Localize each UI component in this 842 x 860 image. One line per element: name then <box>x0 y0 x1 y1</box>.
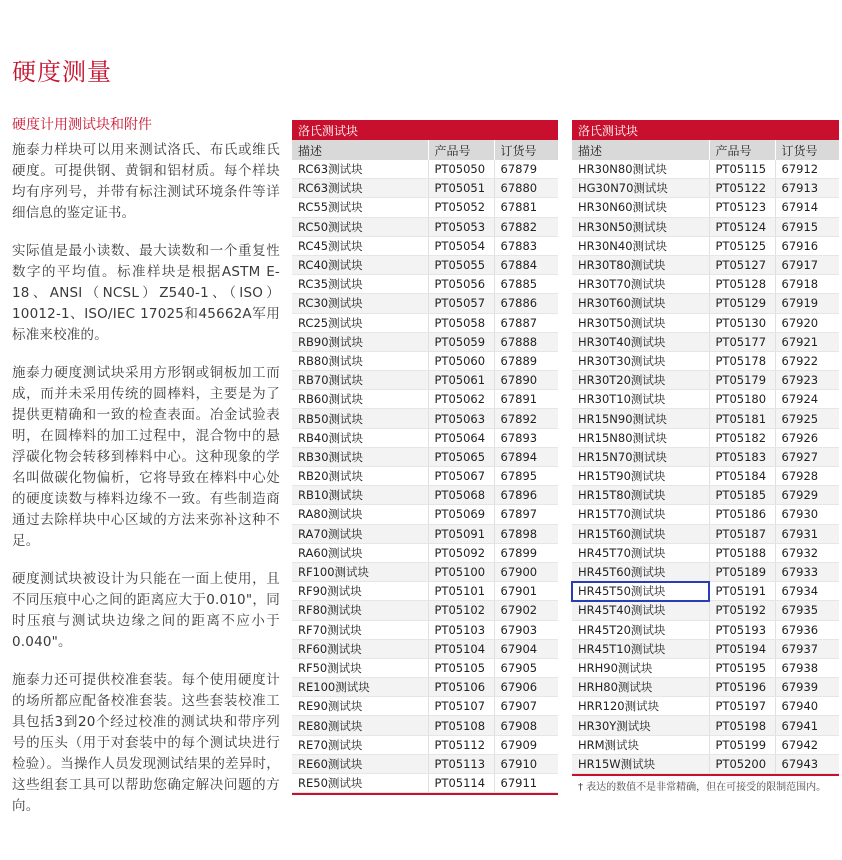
table-row <box>292 313 558 332</box>
cell-product-no: PT05104 <box>428 639 494 658</box>
cell-product-no: PT05051 <box>428 179 494 198</box>
cell-order-no: 67911 <box>494 774 558 793</box>
table-row <box>292 467 558 486</box>
cell-product-no: PT05101 <box>428 582 494 601</box>
cell-product-no: PT05091 <box>428 524 494 543</box>
cell-description: RB40测试块 <box>292 428 428 447</box>
table-row <box>572 505 839 524</box>
cell-order-no: 67936 <box>775 620 839 639</box>
cell-product-no: PT05068 <box>428 486 494 505</box>
table-row <box>292 562 558 581</box>
table-row <box>292 505 558 524</box>
table-row <box>572 486 839 505</box>
table-row <box>572 754 839 773</box>
cell-product-no: PT05061 <box>428 371 494 390</box>
cell-product-no: PT05197 <box>709 697 775 716</box>
cell-order-no: 67890 <box>494 371 558 390</box>
cell-product-no: PT05058 <box>428 313 494 332</box>
column-header-description: 描述 <box>292 140 428 160</box>
cell-order-no: 67885 <box>494 275 558 294</box>
cell-product-no: PT05114 <box>428 774 494 793</box>
table-row <box>292 716 558 735</box>
paragraph-calibration-kits: 施泰力还可提供校准套装。每个使用硬度计的场所都应配备校准套装。这些套装校准工具包括3到20个经过校准的测试块和带序列号的压头（用于对套装中的每个测试块进行检验）。当操作人员发现测试结果的差异时，这些组套工具可以帮助您确定解决问题的方向。 <box>12 672 280 814</box>
cell-order-no: 67942 <box>775 735 839 754</box>
cell-order-no: 67880 <box>494 179 558 198</box>
cell-description: RE80测试块 <box>292 716 428 735</box>
cell-order-no: 67919 <box>775 294 839 313</box>
cell-description: RF50测试块 <box>292 658 428 677</box>
table-row <box>572 428 839 447</box>
table-row <box>292 524 558 543</box>
cell-product-no: PT05057 <box>428 294 494 313</box>
cell-description: HR15T80测试块 <box>572 486 709 505</box>
cell-product-no: PT05127 <box>709 255 775 274</box>
column-header-order-no: 订货号 <box>494 140 558 160</box>
rockwell-table-right <box>572 120 839 774</box>
cell-description: RB70测试块 <box>292 371 428 390</box>
cell-product-no: PT05191 <box>709 582 775 601</box>
cell-description: HR30N50测试块 <box>572 217 709 236</box>
cell-product-no: PT05196 <box>709 678 775 697</box>
table-row <box>572 543 839 562</box>
cell-order-no: 67916 <box>775 236 839 255</box>
cell-description: HR45T70测试块 <box>572 543 709 562</box>
cell-order-no: 67903 <box>494 620 558 639</box>
cell-product-no: PT05189 <box>709 562 775 581</box>
table-row <box>572 198 839 217</box>
cell-order-no: 67917 <box>775 255 839 274</box>
table-row <box>572 255 839 274</box>
cell-product-no: PT05122 <box>709 179 775 198</box>
cell-description: RA60测试块 <box>292 543 428 562</box>
cell-order-no: 67908 <box>494 716 558 735</box>
cell-product-no: PT05100 <box>428 562 494 581</box>
cell-product-no: PT05052 <box>428 198 494 217</box>
cell-order-no: 67904 <box>494 639 558 658</box>
cell-description: HR15N70测试块 <box>572 447 709 466</box>
cell-description: HR30N40测试块 <box>572 236 709 255</box>
cell-order-no: 67896 <box>494 486 558 505</box>
cell-product-no: PT05130 <box>709 313 775 332</box>
footnote: † 表达的数值不是非常精确，但在可接受的限制范围内。 <box>578 782 827 793</box>
cell-order-no: 67938 <box>775 658 839 677</box>
cell-order-no: 67905 <box>494 658 558 677</box>
cell-product-no: PT05188 <box>709 543 775 562</box>
cell-order-no: 67884 <box>494 255 558 274</box>
table-row <box>572 658 839 677</box>
cell-description: RE100测试块 <box>292 678 428 697</box>
cell-description: RF80测试块 <box>292 601 428 620</box>
cell-product-no: PT05192 <box>709 601 775 620</box>
paragraph-standards: 实际值是最小读数、最大读数和一个重复性数字的平均值。标准样块是根据ASTM E-18、ANSI（NCSL）Z540-1、（ISO）10012-1、ISO/IEC 17025和45662A军用标准来校准的。 <box>12 243 280 343</box>
cell-description: RE90测试块 <box>292 697 428 716</box>
cell-order-no: 67921 <box>775 332 839 351</box>
cell-description: HR30N80测试块 <box>572 160 709 179</box>
cell-product-no: PT05186 <box>709 505 775 524</box>
cell-order-no: 67897 <box>494 505 558 524</box>
cell-description: RF60测试块 <box>292 639 428 658</box>
table-row <box>572 447 839 466</box>
cell-order-no: 67918 <box>775 275 839 294</box>
cell-description: RC40测试块 <box>292 255 428 274</box>
cell-product-no: PT05193 <box>709 620 775 639</box>
table-row <box>292 678 558 697</box>
cell-description: RC25测试块 <box>292 313 428 332</box>
cell-product-no: PT05063 <box>428 409 494 428</box>
cell-product-no: PT05123 <box>709 198 775 217</box>
cell-description: HRH90测试块 <box>572 658 709 677</box>
cell-order-no: 67894 <box>494 447 558 466</box>
table-row <box>292 697 558 716</box>
cell-product-no: PT05184 <box>709 467 775 486</box>
cell-order-no: 67920 <box>775 313 839 332</box>
section-heading: 硬度计用测试块和附件 <box>12 117 152 133</box>
cell-order-no: 67925 <box>775 409 839 428</box>
table-row <box>572 332 839 351</box>
cell-product-no: PT05125 <box>709 236 775 255</box>
cell-order-no: 67940 <box>775 697 839 716</box>
table-row <box>572 313 839 332</box>
cell-description: HRH80测试块 <box>572 678 709 697</box>
cell-order-no: 67881 <box>494 198 558 217</box>
cell-description: HR45T20测试块 <box>572 620 709 639</box>
cell-order-no: 67933 <box>775 562 839 581</box>
table-row <box>292 754 558 773</box>
cell-product-no: PT05178 <box>709 351 775 370</box>
paragraph-material: 施泰力硬度测试块采用方形钢或铜板加工而成，而并未采用传统的圆棒料，主要是为了提供更精确和一致的检查表面。冶金试验表明，在圆棒料的加工过程中，混合物中的悬浮碳化物会转移到棒料中心。这种现象的学名叫做碳化物偏析，它将导致在棒料中心处的硬度读数与棒料边缘不一致。有些制造商通过去除样块中心区域的方法来弥补这种不足。 <box>12 365 280 549</box>
cell-order-no: 67914 <box>775 198 839 217</box>
cell-description: HR30T40测试块 <box>572 332 709 351</box>
table-row <box>292 160 558 179</box>
cell-description: HR15T90测试块 <box>572 467 709 486</box>
cell-description: HR15T70测试块 <box>572 505 709 524</box>
cell-product-no: PT05177 <box>709 332 775 351</box>
cell-product-no: PT05067 <box>428 467 494 486</box>
cell-order-no: 67931 <box>775 524 839 543</box>
table-bottom-rule <box>292 793 558 795</box>
cell-product-no: PT05185 <box>709 486 775 505</box>
table-row <box>292 390 558 409</box>
table-row <box>292 351 558 370</box>
table-bottom-rule <box>572 774 839 776</box>
cell-product-no: PT05181 <box>709 409 775 428</box>
cell-order-no: 67906 <box>494 678 558 697</box>
cell-description: HR15N90测试块 <box>572 409 709 428</box>
intro-text-column <box>12 116 280 834</box>
cell-description: HR15W测试块 <box>572 754 709 773</box>
cell-description: HR30T80测试块 <box>572 255 709 274</box>
table-row <box>292 735 558 754</box>
cell-description: RC30测试块 <box>292 294 428 313</box>
cell-product-no: PT05187 <box>709 524 775 543</box>
cell-order-no: 67909 <box>494 735 558 754</box>
cell-product-no: PT05050 <box>428 160 494 179</box>
table-row <box>292 447 558 466</box>
cell-description: HR30T70测试块 <box>572 275 709 294</box>
cell-product-no: PT05183 <box>709 447 775 466</box>
cell-description: HR30T50测试块 <box>572 313 709 332</box>
table-row <box>572 160 839 179</box>
cell-product-no: PT05113 <box>428 754 494 773</box>
cell-order-no: 67902 <box>494 601 558 620</box>
table-row <box>572 409 839 428</box>
cell-description: HG30N70测试块 <box>572 179 709 198</box>
cell-order-no: 67943 <box>775 754 839 773</box>
table-row <box>292 582 558 601</box>
table-row <box>572 275 839 294</box>
cell-order-no: 67883 <box>494 236 558 255</box>
cell-product-no: PT05069 <box>428 505 494 524</box>
cell-product-no: PT05124 <box>709 217 775 236</box>
cell-order-no: 67923 <box>775 371 839 390</box>
page-title: 硬度测量 <box>12 58 112 86</box>
table-header-row <box>572 140 839 160</box>
cell-description: HR45T10测试块 <box>572 639 709 658</box>
cell-order-no: 67924 <box>775 390 839 409</box>
table-row <box>292 486 558 505</box>
cell-order-no: 67882 <box>494 217 558 236</box>
cell-description: RB60测试块 <box>292 390 428 409</box>
cell-order-no: 67907 <box>494 697 558 716</box>
table-row <box>572 562 839 581</box>
table-row <box>572 735 839 754</box>
cell-description: RF100测试块 <box>292 562 428 581</box>
table-caption: 洛氏测试块 <box>292 120 558 140</box>
cell-description: HR45T40测试块 <box>572 601 709 620</box>
paragraph-intro: 施泰力样块可以用来测试洛氏、布氏或维氏硬度。可提供钢、黄铜和铝材质。每个样块均有序列号，并带有标注测试环境条件等详细信息的鉴定证书。 <box>12 142 280 221</box>
cell-description: HR30T20测试块 <box>572 371 709 390</box>
cell-description: RE50测试块 <box>292 774 428 793</box>
cell-description: RE70测试块 <box>292 735 428 754</box>
cell-order-no: 67887 <box>494 313 558 332</box>
cell-description: HR30Y测试块 <box>572 716 709 735</box>
cell-description: HR15N80测试块 <box>572 428 709 447</box>
cell-order-no: 67930 <box>775 505 839 524</box>
cell-description: HR30T10测试块 <box>572 390 709 409</box>
cell-product-no: PT05065 <box>428 447 494 466</box>
cell-order-no: 67935 <box>775 601 839 620</box>
cell-order-no: 67886 <box>494 294 558 313</box>
cell-order-no: 67939 <box>775 678 839 697</box>
cell-product-no: PT05064 <box>428 428 494 447</box>
table-row <box>572 601 839 620</box>
cell-product-no: PT05107 <box>428 697 494 716</box>
table-row <box>292 620 558 639</box>
cell-product-no: PT05129 <box>709 294 775 313</box>
cell-product-no: PT05180 <box>709 390 775 409</box>
cell-product-no: PT05105 <box>428 658 494 677</box>
cell-description: HR30N60测试块 <box>572 198 709 217</box>
cell-order-no: 67927 <box>775 447 839 466</box>
cell-product-no: PT05106 <box>428 678 494 697</box>
table-row <box>572 217 839 236</box>
cell-description: RA80测试块 <box>292 505 428 524</box>
table-row <box>572 390 839 409</box>
table-header-row <box>292 140 558 160</box>
cell-product-no: PT05056 <box>428 275 494 294</box>
cell-product-no: PT05060 <box>428 351 494 370</box>
table-row <box>292 428 558 447</box>
table-row <box>572 351 839 370</box>
cell-description: HR15T60测试块 <box>572 524 709 543</box>
cell-description: RC50测试块 <box>292 217 428 236</box>
table-row <box>292 601 558 620</box>
cell-order-no: 67941 <box>775 716 839 735</box>
table-row <box>572 678 839 697</box>
cell-order-no: 67928 <box>775 467 839 486</box>
cell-description: RB80测试块 <box>292 351 428 370</box>
table-row <box>292 236 558 255</box>
cell-product-no: PT05103 <box>428 620 494 639</box>
table-row <box>292 198 558 217</box>
table-row <box>292 255 558 274</box>
cell-product-no: PT05059 <box>428 332 494 351</box>
table-row <box>572 467 839 486</box>
cell-description: RB20测试块 <box>292 467 428 486</box>
table-row <box>292 275 558 294</box>
cell-description: HRR120测试块 <box>572 697 709 716</box>
cell-product-no: PT05054 <box>428 236 494 255</box>
table-row <box>292 294 558 313</box>
cell-order-no: 67932 <box>775 543 839 562</box>
table-row <box>572 179 839 198</box>
table-row <box>292 639 558 658</box>
cell-order-no: 67900 <box>494 562 558 581</box>
cell-order-no: 67934 <box>775 582 839 601</box>
column-header-product-no: 产品号 <box>428 140 494 160</box>
cell-description: RE60测试块 <box>292 754 428 773</box>
cell-product-no: PT05053 <box>428 217 494 236</box>
cell-order-no: 67926 <box>775 428 839 447</box>
cell-product-no: PT05179 <box>709 371 775 390</box>
cell-product-no: PT05128 <box>709 275 775 294</box>
table-row <box>572 236 839 255</box>
cell-description: RB50测试块 <box>292 409 428 428</box>
table-row <box>572 582 839 601</box>
cell-order-no: 67901 <box>494 582 558 601</box>
cell-order-no: 67937 <box>775 639 839 658</box>
cell-description: RA70测试块 <box>292 524 428 543</box>
rockwell-table-left <box>292 120 558 793</box>
cell-product-no: PT05062 <box>428 390 494 409</box>
cell-order-no: 67891 <box>494 390 558 409</box>
cell-product-no: PT05198 <box>709 716 775 735</box>
cell-description: RC63测试块 <box>292 160 428 179</box>
table-row <box>572 620 839 639</box>
cell-order-no: 67888 <box>494 332 558 351</box>
cell-order-no: 67893 <box>494 428 558 447</box>
table-row <box>572 716 839 735</box>
column-header-order-no: 订货号 <box>775 140 839 160</box>
cell-product-no: PT05055 <box>428 255 494 274</box>
cell-description: RB90测试块 <box>292 332 428 351</box>
table-row <box>292 179 558 198</box>
cell-product-no: PT05102 <box>428 601 494 620</box>
cell-description: RC63测试块 <box>292 179 428 198</box>
cell-description: RC35测试块 <box>292 275 428 294</box>
cell-product-no: PT05115 <box>709 160 775 179</box>
cell-order-no: 67912 <box>775 160 839 179</box>
cell-description: RB10测试块 <box>292 486 428 505</box>
table-row <box>292 543 558 562</box>
table-row <box>292 658 558 677</box>
table-row <box>572 639 839 658</box>
cell-product-no: PT05112 <box>428 735 494 754</box>
cell-order-no: 67910 <box>494 754 558 773</box>
cell-product-no: PT05108 <box>428 716 494 735</box>
cell-description: HR30T60测试块 <box>572 294 709 313</box>
table-caption: 洛氏测试块 <box>572 120 839 140</box>
cell-order-no: 67879 <box>494 160 558 179</box>
cell-product-no: PT05182 <box>709 428 775 447</box>
cell-description: RC45测试块 <box>292 236 428 255</box>
cell-description: HR30T30测试块 <box>572 351 709 370</box>
cell-product-no: PT05092 <box>428 543 494 562</box>
table-row <box>292 774 558 793</box>
cell-order-no: 67892 <box>494 409 558 428</box>
cell-order-no: 67899 <box>494 543 558 562</box>
cell-order-no: 67889 <box>494 351 558 370</box>
cell-description: HRM测试块 <box>572 735 709 754</box>
table-row <box>292 409 558 428</box>
table-row <box>292 217 558 236</box>
cell-product-no: PT05200 <box>709 754 775 773</box>
cell-description: HR45T60测试块 <box>572 562 709 581</box>
column-header-product-no: 产品号 <box>709 140 775 160</box>
cell-order-no: 67929 <box>775 486 839 505</box>
cell-product-no: PT05194 <box>709 639 775 658</box>
cell-order-no: 67922 <box>775 351 839 370</box>
cell-order-no: 67915 <box>775 217 839 236</box>
table-row <box>292 332 558 351</box>
table-row <box>572 371 839 390</box>
cell-order-no: 67913 <box>775 179 839 198</box>
paragraph-usage: 硬度测试块被设计为只能在一面上使用，且不同压痕中心之间的距离应大于0.010"，同时压痕与测试块边缘之间的距离不应小于0.040"。 <box>12 571 280 650</box>
table-row <box>292 371 558 390</box>
cell-description: RF70测试块 <box>292 620 428 639</box>
cell-order-no: 67898 <box>494 524 558 543</box>
cell-description: RF90测试块 <box>292 582 428 601</box>
cell-product-no: PT05199 <box>709 735 775 754</box>
table-row <box>572 524 839 543</box>
table-row <box>572 294 839 313</box>
cell-description: RB30测试块 <box>292 447 428 466</box>
cell-description: RC55测试块 <box>292 198 428 217</box>
column-header-description: 描述 <box>572 140 709 160</box>
cell-order-no: 67895 <box>494 467 558 486</box>
cell-product-no: PT05195 <box>709 658 775 677</box>
table-row <box>572 697 839 716</box>
cell-description-highlighted: HR45T50测试块 <box>572 582 709 601</box>
